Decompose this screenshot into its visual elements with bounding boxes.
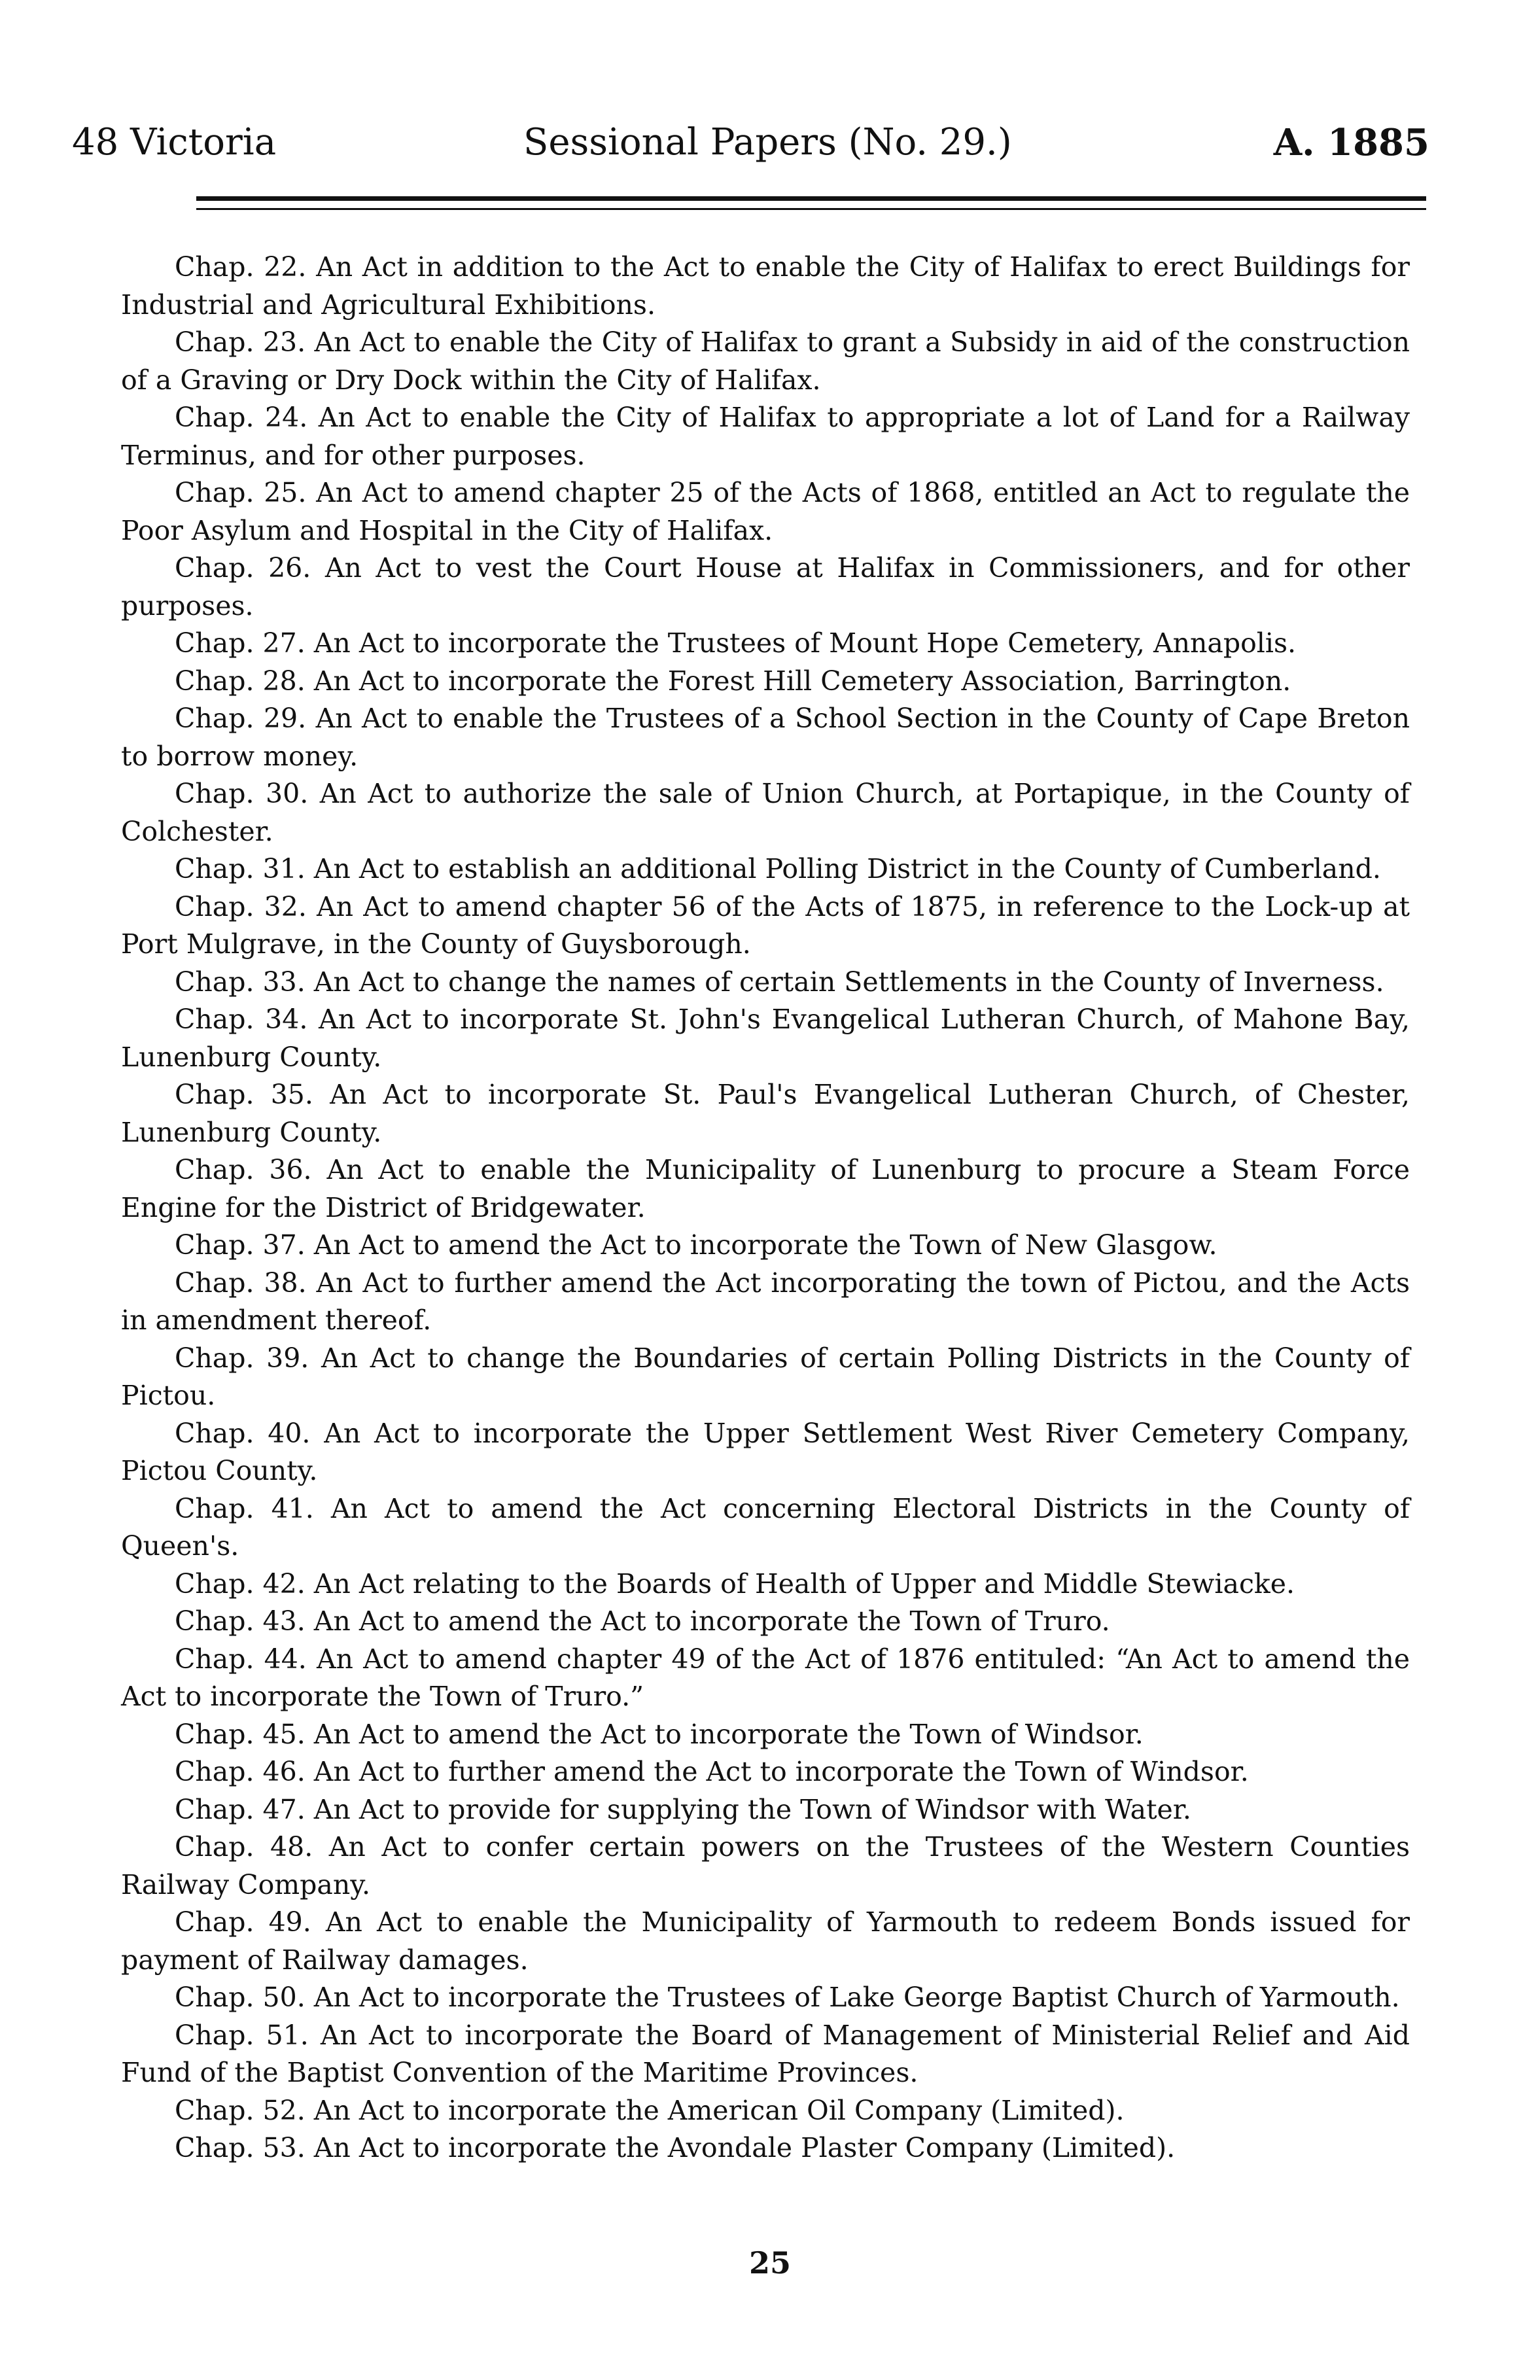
page-header [72, 116, 1429, 169]
act-entry: Chap. 48. An Act to confer certain powers on the Trustees of the Western Counties Railway Company. [121, 1831, 1410, 1900]
page-number: 25 [748, 2245, 791, 2281]
act-entry: Chap. 45. An Act to amend the Act to incorporate the Town of Windsor. [175, 1718, 1144, 1750]
header-rule-thin [196, 208, 1426, 210]
act-entry: Chap. 42. An Act relating to the Boards of Health of Upper and Middle Stewiacke. [175, 1567, 1295, 1600]
act-entry: Chap. 22. An Act in addition to the Act to enable the City of Halifax to erect Buildings for Industrial and Agricultural Exhibitions. [121, 251, 1410, 321]
act-entry: Chap. 26. An Act to vest the Court House at Halifax in Commissioners, and for other purposes. [121, 552, 1410, 621]
act-entry: Chap. 28. An Act to incorporate the Forest Hill Cemetery Association, Barrington. [175, 665, 1291, 697]
act-entry: Chap. 51. An Act to incorporate the Board of Management of Ministerial Relief and Aid Fund of the Baptist Convention of the Maritime Provinces. [121, 2019, 1410, 2088]
act-entry: Chap. 49. An Act to enable the Municipality of Yarmouth to redeem Bonds issued for payment of Railway damages. [121, 1906, 1410, 1976]
act-entry: Chap. 44. An Act to amend chapter 49 of the Act of 1876 entituled: “An Act to amend the Act to incorporate the Town of Truro.” [121, 1643, 1410, 1712]
act-list [121, 249, 1410, 2167]
act-entry: Chap. 40. An Act to incorporate the Upper Settlement West River Cemetery Company, Pictou County. [121, 1417, 1410, 1486]
act-entry: Chap. 25. An Act to amend chapter 25 of the Acts of 1868, entitled an Act to regulate the Poor Asylum and Hospital in the City of Halifax. [121, 477, 1410, 546]
act-entry: Chap. 32. An Act to amend chapter 56 of the Acts of 1875, in reference to the Lock-up at Port Mulgrave, in the County of Guysborough. [121, 890, 1410, 960]
act-entry: Chap. 27. An Act to incorporate the Trustees of Mount Hope Cemetery, Annapolis. [175, 627, 1297, 659]
act-entry: Chap. 39. An Act to change the Boundaries of certain Polling Districts in the County of Pictou. [121, 1342, 1410, 1411]
act-entry: Chap. 31. An Act to establish an additional Polling District in the County of Cumberland. [175, 853, 1381, 884]
act-entry: Chap. 34. An Act to incorporate St. John's Evangelical Lutheran Church, of Mahone Bay, Lunenburg County. [121, 1004, 1410, 1073]
header-rule-thick [196, 196, 1426, 201]
act-entry: Chap. 23. An Act to enable the City of Halifax to grant a Subsidy in aid of the construction of a Graving or Dry Dock within the City of Halifax. [121, 326, 1410, 396]
act-entry: Chap. 52. An Act to incorporate the American Oil Company (Limited). [175, 2094, 1125, 2126]
header-year: A. 1885 [1273, 121, 1429, 164]
act-entry: Chap. 38. An Act to further amend the Act incorporating the town of Pictou, and the Acts in amendment thereof. [121, 1267, 1410, 1336]
act-entry: Chap. 41. An Act to amend the Act concerning Electoral Districts in the County of Queen's. [121, 1492, 1410, 1562]
act-entry: Chap. 30. An Act to authorize the sale of Union Church, at Portapique, in the County of Colchester. [121, 778, 1410, 847]
act-entry: Chap. 43. An Act to amend the Act to incorporate the Town of Truro. [175, 1605, 1110, 1637]
header-volume: 48 Victoria [72, 121, 277, 164]
act-entry: Chap. 24. An Act to enable the City of Halifax to appropriate a lot of Land for a Railway Terminus, and for other purposes. [121, 402, 1410, 471]
act-entry: Chap. 50. An Act to incorporate the Trustees of Lake George Baptist Church of Yarmouth. [175, 1982, 1400, 2013]
act-entry: Chap. 37. An Act to amend the Act to incorporate the Town of New Glasgow. [175, 1229, 1217, 1261]
act-entry: Chap. 29. An Act to enable the Trustees of a School Section in the County of Cape Breton to borrow money. [121, 703, 1410, 772]
act-entry: Chap. 46. An Act to further amend the Act to incorporate the Town of Windsor. [175, 1756, 1249, 1787]
act-entry: Chap. 36. An Act to enable the Municipality of Lunenburg to procure a Steam Force Engine for the District of Bridgewater. [121, 1154, 1410, 1223]
act-entry: Chap. 47. An Act to provide for supplying the Town of Windsor with Water. [175, 1793, 1191, 1825]
act-entry: Chap. 53. An Act to incorporate the Avondale Plaster Company (Limited). [175, 2132, 1176, 2163]
act-entry: Chap. 33. An Act to change the names of certain Settlements in the County of Inverness. [175, 966, 1384, 998]
header-title: Sessional Papers (No. 29.) [523, 121, 1012, 164]
act-entry: Chap. 35. An Act to incorporate St. Paul's Evangelical Lutheran Church, of Chester, Lunenburg County. [121, 1079, 1410, 1148]
